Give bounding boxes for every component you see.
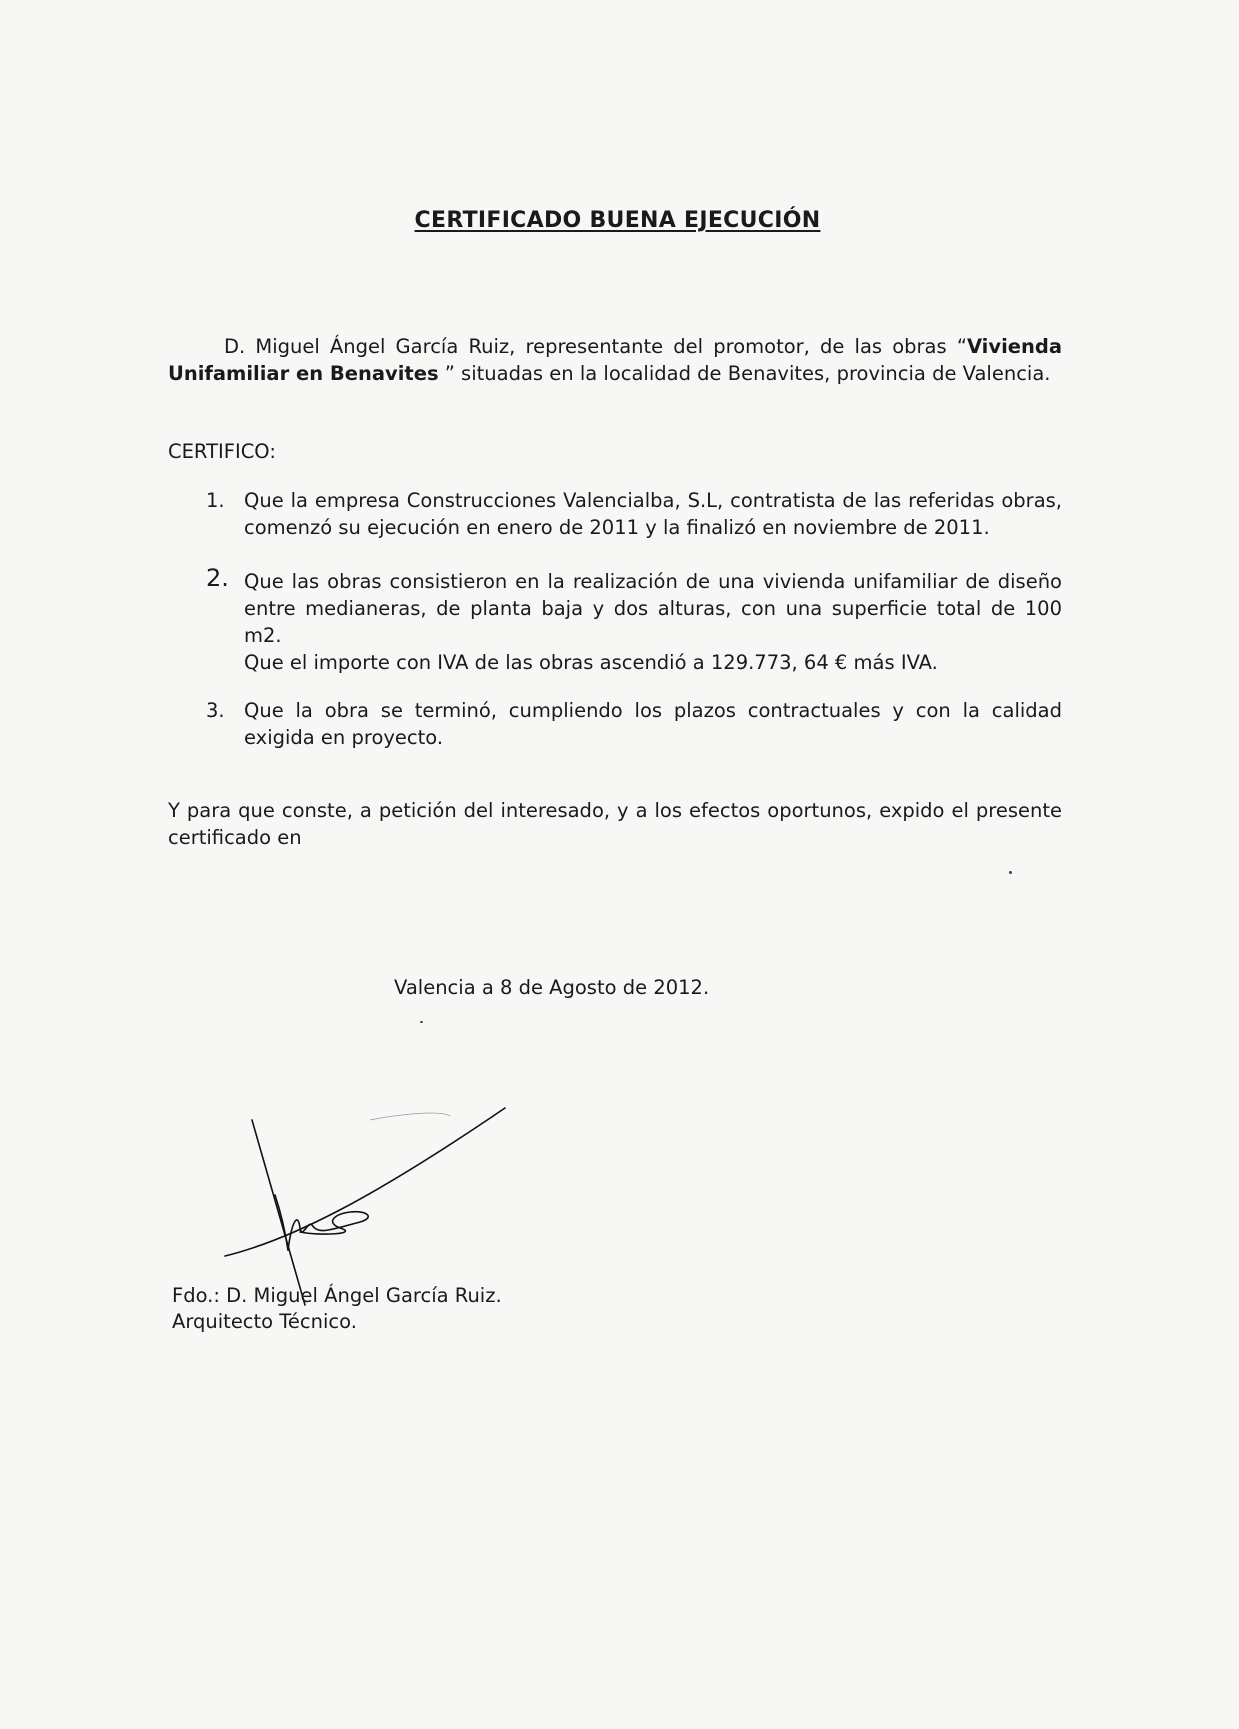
list-text: Que la obra se terminó, cumpliendo los plazos contractuales y con la calidad exigida en proyecto. xyxy=(244,699,1062,749)
list-number: 1. xyxy=(206,489,225,512)
signer-name: Fdo.: D. Miguel Ángel García Ruiz. xyxy=(172,1284,502,1307)
signature-mark xyxy=(200,1100,520,1310)
list-text: Que la empresa Construcciones Valencialba, S.L, contratista de las referidas obras, comenzó su ejecución en enero de 2011 y la finalizó en noviembre de 2011. xyxy=(244,489,1062,539)
intro-paragraph xyxy=(168,333,1062,387)
closing-paragraph: Y para que conste, a petición del interesado, y a los efectos oportunos, expido el presente certificado en xyxy=(168,799,1062,849)
paper-speck xyxy=(1009,871,1012,874)
signature-block xyxy=(172,1283,502,1335)
list-number: 3. xyxy=(206,699,225,722)
intro-text-end: ” situadas en la localidad de Benavites, provincia de Valencia. xyxy=(438,362,1051,385)
list-text: Que las obras consistieron en la realización de una vivienda unifamiliar de diseño entre medianeras, de planta baja y dos alturas, con una superficie total de 100 m2. xyxy=(244,570,1062,647)
amount-text: Que el importe con IVA de las obras ascendió a 129.773, 64 € más IVA. xyxy=(244,651,938,674)
list-item-3 xyxy=(206,697,1062,751)
project-name: Vivienda Unifamiliar en Benavites xyxy=(168,335,1062,385)
certifico-heading: CERTIFICO: xyxy=(168,440,276,463)
list-item-1 xyxy=(206,487,1062,541)
document-title: CERTIFICADO BUENA EJECUCIÓN xyxy=(414,208,821,233)
list-number: 2. xyxy=(206,564,229,592)
paper-speck xyxy=(420,1021,423,1023)
date-line: Valencia a 8 de Agosto de 2012. xyxy=(394,976,710,999)
list-item-2 xyxy=(206,564,1062,676)
intro-text-start: D. Miguel Ángel García Ruiz, representante del promotor, de las obras “ xyxy=(224,335,967,358)
signer-role: Arquitecto Técnico. xyxy=(172,1310,357,1333)
